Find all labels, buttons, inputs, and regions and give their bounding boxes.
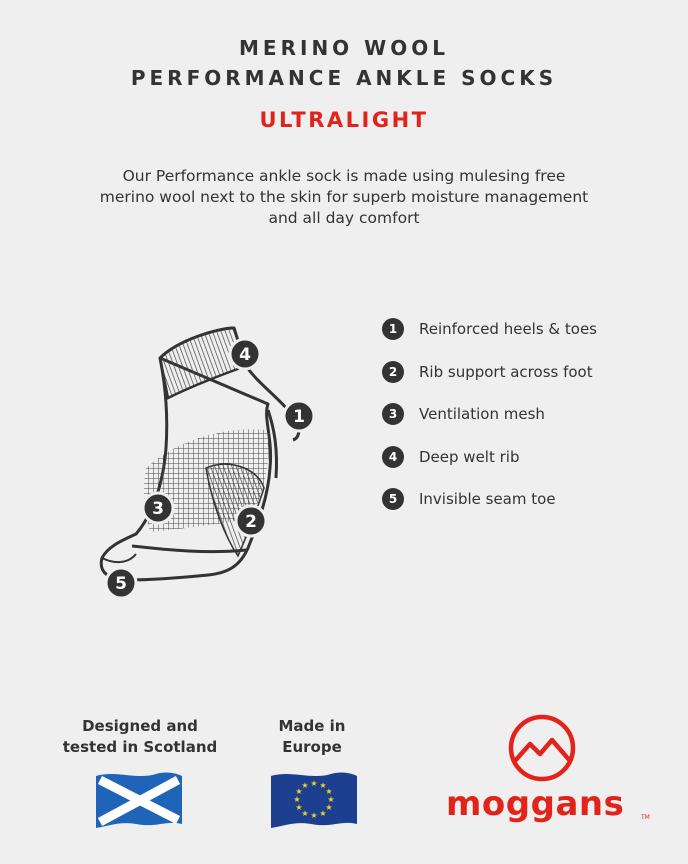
callout-3 (143, 493, 173, 523)
feature-label: Invisible seam toe (419, 490, 556, 508)
svg-text:★: ★ (327, 795, 335, 804)
moggans-logo-icon (444, 714, 584, 788)
callout-2 (236, 506, 266, 536)
feature-item (382, 403, 597, 446)
callout-4 (230, 339, 260, 369)
feature-label: Deep welt rib (419, 447, 520, 466)
svg-text:★: ★ (301, 781, 309, 790)
feature-item (382, 361, 597, 404)
feature-label: Reinforced heels & toes (419, 320, 597, 338)
callout-5-label: 5 (115, 574, 127, 594)
feature-number-badge: 1 (382, 318, 404, 340)
intro-text: Our Performance ankle sock is made using mulesing free merino wool next to the skin for superb moisture management and all day comfort (99, 167, 589, 227)
feature-list (382, 318, 597, 531)
europe-badge-line-1: Made in (278, 717, 346, 735)
feature-number-badge: 5 (382, 488, 404, 510)
svg-text:★: ★ (295, 803, 303, 812)
svg-text:★: ★ (319, 781, 327, 790)
title-line-1: MERINO WOOL (239, 36, 449, 60)
europe-badge-line-2: Europe (282, 738, 342, 756)
feature-item (382, 446, 597, 489)
feature-number-badge: 3 (382, 403, 404, 425)
svg-text:★: ★ (319, 809, 327, 818)
feature-number-badge: 4 (382, 446, 404, 468)
europe-badge-title (262, 716, 362, 758)
svg-text:★: ★ (310, 811, 318, 820)
svg-text:★: ★ (293, 795, 301, 804)
title-line-2: PERFORMANCE ANKLE SOCKS (130, 66, 558, 90)
feature-label: Rib support across foot (419, 362, 593, 381)
eu-flag-icon (271, 770, 357, 828)
scotland-badge-line-2: tested in Scotland (62, 738, 218, 756)
callout-1-label: 1 (293, 407, 305, 427)
feature-item (382, 488, 597, 531)
callout-3-label: 3 (152, 499, 164, 519)
feature-label: Ventilation mesh (419, 405, 545, 423)
scotland-badge-line-1: Designed and (82, 717, 198, 735)
svg-text:★: ★ (325, 803, 333, 812)
sock-diagram (88, 318, 338, 608)
feature-number-badge: 2 (382, 361, 404, 383)
brand-name: moggans (446, 784, 625, 824)
callout-5 (106, 568, 136, 598)
subtitle-ultralight: ULTRALIGHT (259, 108, 429, 132)
callout-1 (284, 401, 314, 431)
svg-text:★: ★ (295, 787, 303, 796)
callout-4-label: 4 (239, 345, 251, 365)
scotland-flag-icon (96, 770, 182, 828)
callout-2-label: 2 (245, 512, 257, 532)
svg-text:★: ★ (310, 779, 318, 788)
svg-text:★: ★ (325, 787, 333, 796)
svg-text:★: ★ (301, 809, 309, 818)
feature-item (382, 318, 597, 361)
brand-trademark: TM (641, 814, 650, 821)
scotland-badge-title (55, 716, 225, 758)
